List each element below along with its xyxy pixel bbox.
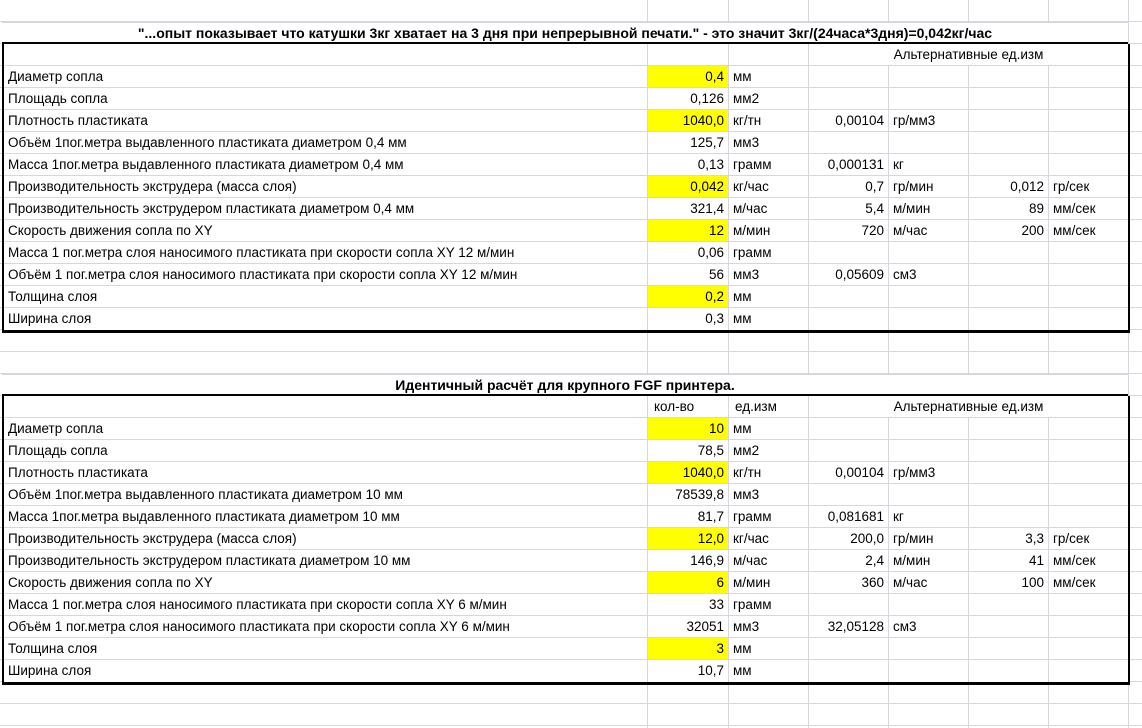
- cell-label[interactable]: Площадь сопла: [4, 88, 648, 110]
- cell-alt1-unit[interactable]: [889, 638, 969, 660]
- cell-alt1-value[interactable]: [809, 132, 889, 154]
- cell-alt2-value[interactable]: 41: [969, 550, 1049, 572]
- cell-unit[interactable]: грамм: [729, 506, 809, 528]
- cell-label[interactable]: Плотность пластиката: [4, 462, 648, 484]
- cell-label[interactable]: Скорость движения сопла по XY: [4, 572, 648, 594]
- cell-alt1-value[interactable]: 720: [809, 220, 889, 242]
- cell-label[interactable]: Диаметр сопла: [4, 66, 648, 88]
- cell-label[interactable]: Объём 1пог.метра выдавленного пластиката диаметром 10 мм: [4, 484, 648, 506]
- cell-alt2-unit[interactable]: гр/сек: [1049, 176, 1128, 198]
- sheet-row: [4, 462, 1128, 484]
- cell-value-highlighted[interactable]: 12,0: [648, 528, 729, 550]
- sheet-row: [4, 308, 1128, 330]
- cell-alt1-unit[interactable]: гр/мм3: [889, 462, 969, 484]
- cell-alt2-value[interactable]: [969, 660, 1049, 682]
- title1-text: "...опыт показывает что катушки 3кг хватает на 3 дня при непрерывной печати." - это значит 3кг/(24часа*3дня)=0,042кг/час: [137, 24, 993, 41]
- cell-unit[interactable]: мм2: [729, 88, 809, 110]
- cell-alt1-unit[interactable]: [889, 286, 969, 308]
- cell-label[interactable]: Объём 1пог.метра выдавленного пластиката диаметром 0,4 мм: [4, 132, 648, 154]
- cell-alt1-value[interactable]: 200,0: [809, 528, 889, 550]
- cell-alt1-value[interactable]: [809, 88, 889, 110]
- sheet-row: [4, 286, 1128, 308]
- cell-unit[interactable]: мм: [729, 66, 809, 88]
- cell-alt1-value[interactable]: 0,081681: [809, 506, 889, 528]
- cell-label[interactable]: Масса 1 пог.метра слоя наносимого пластиката при скорости сопла XY 6 м/мин: [4, 594, 648, 616]
- cell-alt1-unit[interactable]: м/час: [889, 220, 969, 242]
- cell-value[interactable]: 81,7: [648, 506, 729, 528]
- cell-alt1-unit[interactable]: м/мин: [889, 198, 969, 220]
- cell-alt1-unit[interactable]: [889, 484, 969, 506]
- cell-label[interactable]: Масса 1 пог.метра слоя наносимого пластиката при скорости сопла XY 12 м/мин: [4, 242, 648, 264]
- cell-alt2-unit[interactable]: [1049, 264, 1128, 286]
- cell-unit[interactable]: м/час: [729, 198, 809, 220]
- cell-alt1-unit[interactable]: гр/мин: [889, 528, 969, 550]
- sheet-row: [4, 88, 1128, 110]
- cell-alt1-value[interactable]: [809, 484, 889, 506]
- cell-label[interactable]: Ширина слоя: [4, 308, 648, 330]
- cell-alt1-value[interactable]: 0,7: [809, 176, 889, 198]
- cell-value[interactable]: 32051: [648, 616, 729, 638]
- large-fgf-printer-table: [2, 396, 1130, 685]
- cell-alt2-value[interactable]: [969, 154, 1049, 176]
- sheet-row: [4, 66, 1128, 88]
- cell-label[interactable]: Объём 1 пог.метра слоя наносимого пластиката при скорости сопла XY 12 м/мин: [4, 264, 648, 286]
- cell-alt2-value[interactable]: 100: [969, 572, 1049, 594]
- cell-alt1-value[interactable]: 2,4: [809, 550, 889, 572]
- cell-alt2-unit[interactable]: мм/сек: [1049, 572, 1128, 594]
- cell-alt2-unit[interactable]: [1049, 462, 1128, 484]
- cell-alt1-unit[interactable]: [889, 440, 969, 462]
- cell-alt2-unit[interactable]: гр/сек: [1049, 528, 1128, 550]
- sheet-row: [4, 484, 1128, 506]
- cell-alt2-value[interactable]: [969, 88, 1049, 110]
- cell-alt1-value[interactable]: 0,00104: [809, 110, 889, 132]
- cell-value[interactable]: 0,3: [648, 308, 729, 330]
- cell-alt2-unit[interactable]: [1049, 638, 1128, 660]
- cell-alt2-unit[interactable]: [1049, 154, 1128, 176]
- cell-alt1-unit[interactable]: [889, 66, 969, 88]
- cell-alt2-unit[interactable]: [1049, 484, 1128, 506]
- cell-alt1-unit[interactable]: [889, 418, 969, 440]
- sheet-row: [4, 242, 1128, 264]
- cell-label[interactable]: Ширина слоя: [4, 660, 648, 682]
- cell-unit[interactable]: грамм: [729, 242, 809, 264]
- cell-alt2-value[interactable]: [969, 418, 1049, 440]
- cell-label[interactable]: Толщина слоя: [4, 286, 648, 308]
- cell-unit[interactable]: мм: [729, 286, 809, 308]
- sheet-row: [4, 176, 1128, 198]
- cell-value-highlighted[interactable]: 0,042: [648, 176, 729, 198]
- cell-alt2-value[interactable]: [969, 110, 1049, 132]
- cell-alt1-value[interactable]: [809, 418, 889, 440]
- cell-alt1-value[interactable]: [809, 660, 889, 682]
- cell-alt1-value[interactable]: 360: [809, 572, 889, 594]
- sheet-row: [4, 572, 1128, 594]
- title2-text: Идентичный расчёт для крупного FGF принтера.: [395, 376, 735, 393]
- cell-alt2-value[interactable]: 89: [969, 198, 1049, 220]
- sheet-row: [4, 616, 1128, 638]
- cell-label[interactable]: Объём 1 пог.метра слоя наносимого пластиката при скорости сопла XY 6 м/мин: [4, 616, 648, 638]
- cell-alt1-value[interactable]: 0,05609: [809, 264, 889, 286]
- cell-label[interactable]: Производительность экструдера (масса слоя): [4, 528, 648, 550]
- cell-alt2-unit[interactable]: [1049, 286, 1128, 308]
- sheet-row: [4, 154, 1128, 176]
- cell-alt2-unit[interactable]: мм/сек: [1049, 550, 1128, 572]
- cell-alt2-value[interactable]: [969, 132, 1049, 154]
- cell-unit[interactable]: мм: [729, 638, 809, 660]
- cell-alt2-unit[interactable]: [1049, 506, 1128, 528]
- cell-value[interactable]: 56: [648, 264, 729, 286]
- sheet-row: [4, 440, 1128, 462]
- cell-unit[interactable]: кг/час: [729, 528, 809, 550]
- cell-value[interactable]: 125,7: [648, 132, 729, 154]
- cell-unit[interactable]: мм3: [729, 616, 809, 638]
- cell-alt2-unit[interactable]: [1049, 418, 1128, 440]
- cell-unit[interactable]: мм3: [729, 264, 809, 286]
- cell-alt1-unit[interactable]: кг: [889, 154, 969, 176]
- cell-value[interactable]: 0,06: [648, 242, 729, 264]
- cell-alt1-value[interactable]: 32,05128: [809, 616, 889, 638]
- cell-value[interactable]: 0,126: [648, 88, 729, 110]
- cell-alt1-value[interactable]: [809, 308, 889, 330]
- cell-value-highlighted[interactable]: 1040,0: [648, 110, 729, 132]
- cell-alt1-value[interactable]: 0,000131: [809, 154, 889, 176]
- cell-unit[interactable]: м/мин: [729, 220, 809, 242]
- cell-label[interactable]: Толщина слоя: [4, 638, 648, 660]
- header-alt-units-cell[interactable]: Альтернативные ед.изм: [809, 44, 1128, 66]
- header-empty-cell[interactable]: [4, 396, 648, 418]
- cell-alt2-unit[interactable]: мм/сек: [1049, 198, 1128, 220]
- cell-unit[interactable]: м/мин: [729, 572, 809, 594]
- cell-unit[interactable]: грамм: [729, 594, 809, 616]
- cell-alt1-value[interactable]: [809, 638, 889, 660]
- cell-value-highlighted[interactable]: 3: [648, 638, 729, 660]
- cell-alt1-unit[interactable]: [889, 308, 969, 330]
- cell-alt1-value[interactable]: 5,4: [809, 198, 889, 220]
- cell-label[interactable]: Производительность экструдером пластиката диаметром 10 мм: [4, 550, 648, 572]
- cell-alt1-unit[interactable]: [889, 88, 969, 110]
- cell-value-highlighted[interactable]: 12: [648, 220, 729, 242]
- cell-value[interactable]: 0,13: [648, 154, 729, 176]
- sheet-row: [4, 594, 1128, 616]
- sheet-row: [4, 132, 1128, 154]
- cell-value-highlighted[interactable]: 1040,0: [648, 462, 729, 484]
- cell-unit[interactable]: мм: [729, 660, 809, 682]
- title-row-quote[interactable]: [2, 22, 1128, 44]
- cell-label[interactable]: Производительность экструдером пластиката диаметром 0,4 мм: [4, 198, 648, 220]
- cell-alt1-value[interactable]: [809, 66, 889, 88]
- cell-alt2-unit[interactable]: [1049, 594, 1128, 616]
- cell-alt2-value[interactable]: [969, 616, 1049, 638]
- cell-alt1-unit[interactable]: [889, 132, 969, 154]
- cell-value[interactable]: 78539,8: [648, 484, 729, 506]
- cell-alt2-value[interactable]: [969, 66, 1049, 88]
- cell-value[interactable]: 78,5: [648, 440, 729, 462]
- small-printer-table: [2, 44, 1130, 333]
- cell-alt2-value[interactable]: 3,3: [969, 528, 1049, 550]
- header-alt-units-cell[interactable]: Альтернативные ед.изм: [809, 396, 1128, 418]
- header-empty-cell[interactable]: [4, 44, 648, 66]
- header-unit-cell[interactable]: [729, 44, 809, 66]
- cell-label[interactable]: Скорость движения сопла по XY: [4, 220, 648, 242]
- cell-label[interactable]: Плотность пластиката: [4, 110, 648, 132]
- cell-alt2-value[interactable]: [969, 484, 1049, 506]
- header-unit-cell[interactable]: ед.изм: [729, 396, 809, 418]
- cell-label[interactable]: Масса 1пог.метра выдавленного пластиката диаметром 10 мм: [4, 506, 648, 528]
- sheet-row: [4, 550, 1128, 572]
- cell-unit[interactable]: мм3: [729, 132, 809, 154]
- sheet-row: [4, 110, 1128, 132]
- cell-alt1-unit[interactable]: кг: [889, 506, 969, 528]
- cell-alt1-unit[interactable]: [889, 660, 969, 682]
- header-qty-cell[interactable]: кол-во: [648, 396, 729, 418]
- sheet-row: [4, 528, 1128, 550]
- cell-value[interactable]: 146,9: [648, 550, 729, 572]
- sheet-row: [4, 638, 1128, 660]
- cell-alt2-unit[interactable]: [1049, 660, 1128, 682]
- cell-unit[interactable]: кг/час: [729, 176, 809, 198]
- cell-alt1-unit[interactable]: гр/мм3: [889, 110, 969, 132]
- cell-value-highlighted[interactable]: 0,4: [648, 66, 729, 88]
- cell-alt2-unit[interactable]: [1049, 616, 1128, 638]
- cell-alt1-value[interactable]: [809, 594, 889, 616]
- header-qty-cell[interactable]: [648, 44, 729, 66]
- cell-value-highlighted[interactable]: 6: [648, 572, 729, 594]
- table1-rows: [4, 66, 1128, 330]
- sheet-row: [4, 220, 1128, 242]
- cell-alt2-value[interactable]: [969, 242, 1049, 264]
- cell-unit[interactable]: мм2: [729, 440, 809, 462]
- cell-alt2-unit[interactable]: [1049, 440, 1128, 462]
- sheet-row: [4, 418, 1128, 440]
- cell-alt1-unit[interactable]: м/мин: [889, 550, 969, 572]
- sheet-row: [4, 198, 1128, 220]
- cell-value[interactable]: 10,7: [648, 660, 729, 682]
- cell-alt1-unit[interactable]: [889, 242, 969, 264]
- sheet-row: [4, 660, 1128, 682]
- cell-unit[interactable]: м/час: [729, 550, 809, 572]
- sheet-row: [4, 264, 1128, 286]
- sheet-row: [4, 506, 1128, 528]
- cell-alt2-value[interactable]: [969, 286, 1049, 308]
- cell-alt2-unit[interactable]: [1049, 242, 1128, 264]
- cell-value-highlighted[interactable]: 0,2: [648, 286, 729, 308]
- cell-unit[interactable]: мм3: [729, 484, 809, 506]
- title-row-fgf[interactable]: [2, 374, 1128, 396]
- cell-alt2-unit[interactable]: мм/сек: [1049, 220, 1128, 242]
- cell-alt2-value[interactable]: [969, 638, 1049, 660]
- cell-alt2-unit[interactable]: [1049, 110, 1128, 132]
- cell-alt1-value[interactable]: [809, 286, 889, 308]
- cell-unit[interactable]: кг/тн: [729, 110, 809, 132]
- cell-unit[interactable]: мм: [729, 308, 809, 330]
- cell-alt2-value[interactable]: [969, 264, 1049, 286]
- table1-header-row: [4, 44, 1128, 66]
- cell-alt1-value[interactable]: [809, 440, 889, 462]
- cell-alt1-unit[interactable]: см3: [889, 264, 969, 286]
- cell-label[interactable]: Диаметр сопла: [4, 418, 648, 440]
- table2-header-row: [4, 396, 1128, 418]
- cell-alt1-value[interactable]: [809, 242, 889, 264]
- cell-alt2-value[interactable]: [969, 308, 1049, 330]
- cell-alt1-unit[interactable]: гр/мин: [889, 176, 969, 198]
- cell-value[interactable]: 33: [648, 594, 729, 616]
- cell-label[interactable]: Масса 1пог.метра выдавленного пластиката диаметром 0,4 мм: [4, 154, 648, 176]
- cell-alt2-unit[interactable]: [1049, 308, 1128, 330]
- cell-alt2-value[interactable]: [969, 462, 1049, 484]
- cell-alt2-unit[interactable]: [1049, 66, 1128, 88]
- cell-unit[interactable]: грамм: [729, 154, 809, 176]
- cell-alt1-unit[interactable]: м/час: [889, 572, 969, 594]
- cell-alt2-value[interactable]: [969, 594, 1049, 616]
- table2-rows: [4, 418, 1128, 682]
- cell-unit[interactable]: кг/тн: [729, 462, 809, 484]
- cell-alt2-unit[interactable]: [1049, 132, 1128, 154]
- cell-unit[interactable]: мм: [729, 418, 809, 440]
- cell-value-highlighted[interactable]: 10: [648, 418, 729, 440]
- cell-alt1-unit[interactable]: см3: [889, 616, 969, 638]
- cell-alt2-value[interactable]: [969, 506, 1049, 528]
- cell-alt1-value[interactable]: 0,00104: [809, 462, 889, 484]
- cell-value[interactable]: 321,4: [648, 198, 729, 220]
- cell-alt2-value[interactable]: 200: [969, 220, 1049, 242]
- cell-alt2-value[interactable]: 0,012: [969, 176, 1049, 198]
- cell-alt2-value[interactable]: [969, 440, 1049, 462]
- cell-label[interactable]: Производительность экструдера (масса слоя): [4, 176, 648, 198]
- cell-alt2-unit[interactable]: [1049, 88, 1128, 110]
- cell-alt1-unit[interactable]: [889, 594, 969, 616]
- cell-label[interactable]: Площадь сопла: [4, 440, 648, 462]
